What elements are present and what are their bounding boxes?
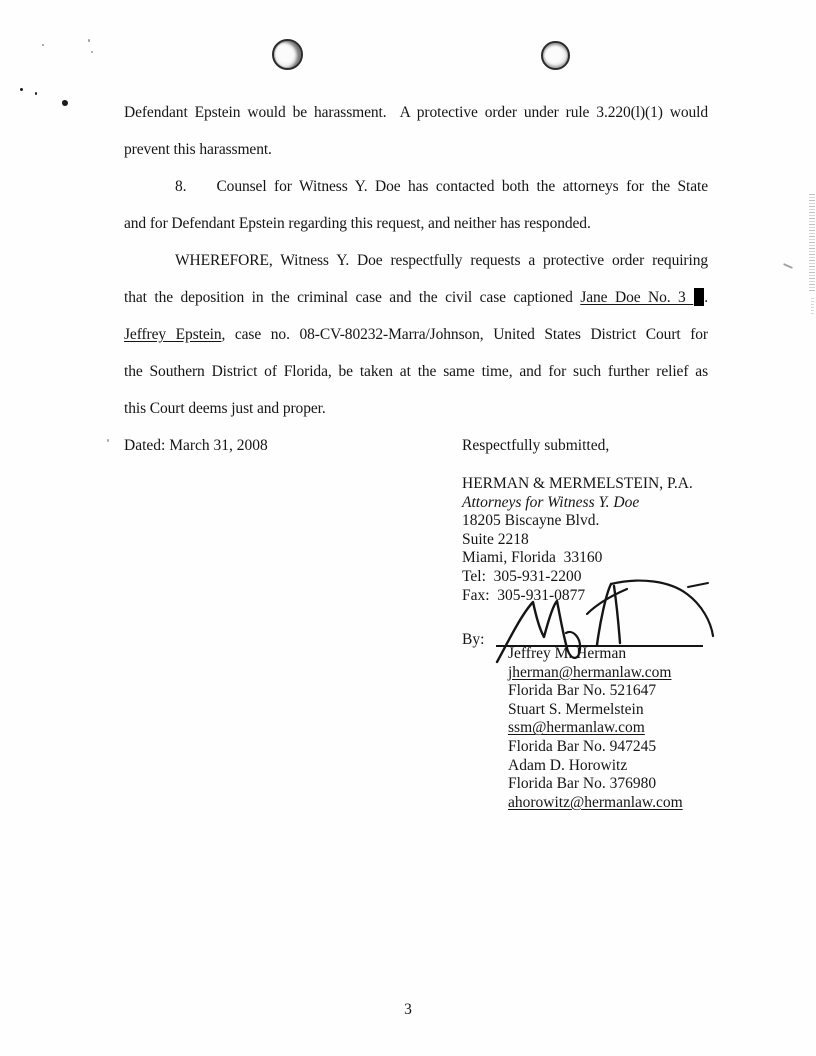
firm-name: HERMAN & MERMELSTEIN, P.A. [462,475,693,492]
scan-speck [35,92,37,95]
address-line: Tel: 305-931-2200 [462,567,582,585]
scan-speck [88,39,90,42]
address-lines [462,512,693,605]
attorney-line: Stuart S. Mermelstein [508,700,644,718]
attorney-email: ssm@hermanlaw.com [508,719,645,737]
attorney-line: Florida Bar No. 947245 [508,737,657,755]
underlined-text: Jane Doe No. 3 [580,289,694,306]
address-line: Fax: 305-931-0877 [462,586,586,604]
attorney-line: Florida Bar No. 521647 [508,682,657,700]
body-text: WHEREFORE, Witness Y. Doe respectfully requests a protective order requiring [175,252,708,269]
redaction-box [694,288,704,306]
attorney-line: Jeffrey M. Herman [508,645,627,662]
scan-edge-streak [809,194,815,292]
signature-by-row [462,631,484,649]
dated-line: Dated: March 31, 2008 [124,437,268,454]
body-line [124,353,708,390]
hole-punch-right-icon [541,41,570,70]
address-line: Suite 2218 [462,530,529,548]
scan-speck [107,439,109,442]
body-line [124,131,708,168]
body-line [124,242,708,279]
scan-speck [42,44,44,46]
by-label: By: [462,631,485,648]
attorney-line: Adam D. Horowitz [508,756,628,774]
body-text: prevent this harassment. [124,141,272,158]
dated-row [124,427,708,464]
scan-edge-streak [811,298,814,314]
body-line [124,279,708,316]
body-line [124,94,708,131]
hole-punch-left-icon [272,39,303,70]
body-line [124,168,708,205]
firm-address-block [462,475,693,605]
body-line [124,205,708,242]
body-text: 8. [175,178,187,195]
underlined-text: Jeffrey Epstein [124,326,222,343]
body-paragraphs [124,94,708,427]
body-text: and for Defendant Epstein regarding this request, and neither has responded. [124,215,591,232]
body-text: . [704,289,709,306]
body-text: the Southern District of Florida, be taken at the same time, and for such further relief as [124,363,708,380]
address-line: Miami, Florida 33160 [462,549,603,567]
scan-speck [62,100,68,106]
body-text: , case no. 08-CV-80232-Marra/Johnson, United States District Court for [221,326,708,343]
body-text: that the deposition in the criminal case and the civil case captioned [124,289,581,306]
respectfully-submitted-line: Respectfully submitted, [462,437,610,454]
body-text: Counsel for Witness Y. Doe has contacted both the attorneys for the State [216,178,708,195]
body-text: this Court deems just and proper. [124,400,326,417]
address-line: 18205 Biscayne Blvd. [462,512,600,530]
scan-speck [91,51,93,53]
scan-speck [20,88,23,91]
body-line [124,390,708,427]
scan-edge-mark [783,263,793,269]
firm-role: Attorneys for Witness Y. Doe [462,493,640,511]
page-number: 3 [404,1001,412,1018]
body-text: Defendant Epstein would be harassment. A protective order under rule 3.220(l)(1) would [124,104,708,121]
attorney-line: Florida Bar No. 376980 [508,775,657,793]
attorney-email: jherman@hermanlaw.com [508,663,672,681]
attorney-list [508,645,683,812]
attorney-email: ahorowitz@hermanlaw.com [508,793,683,811]
body-line [124,316,708,353]
